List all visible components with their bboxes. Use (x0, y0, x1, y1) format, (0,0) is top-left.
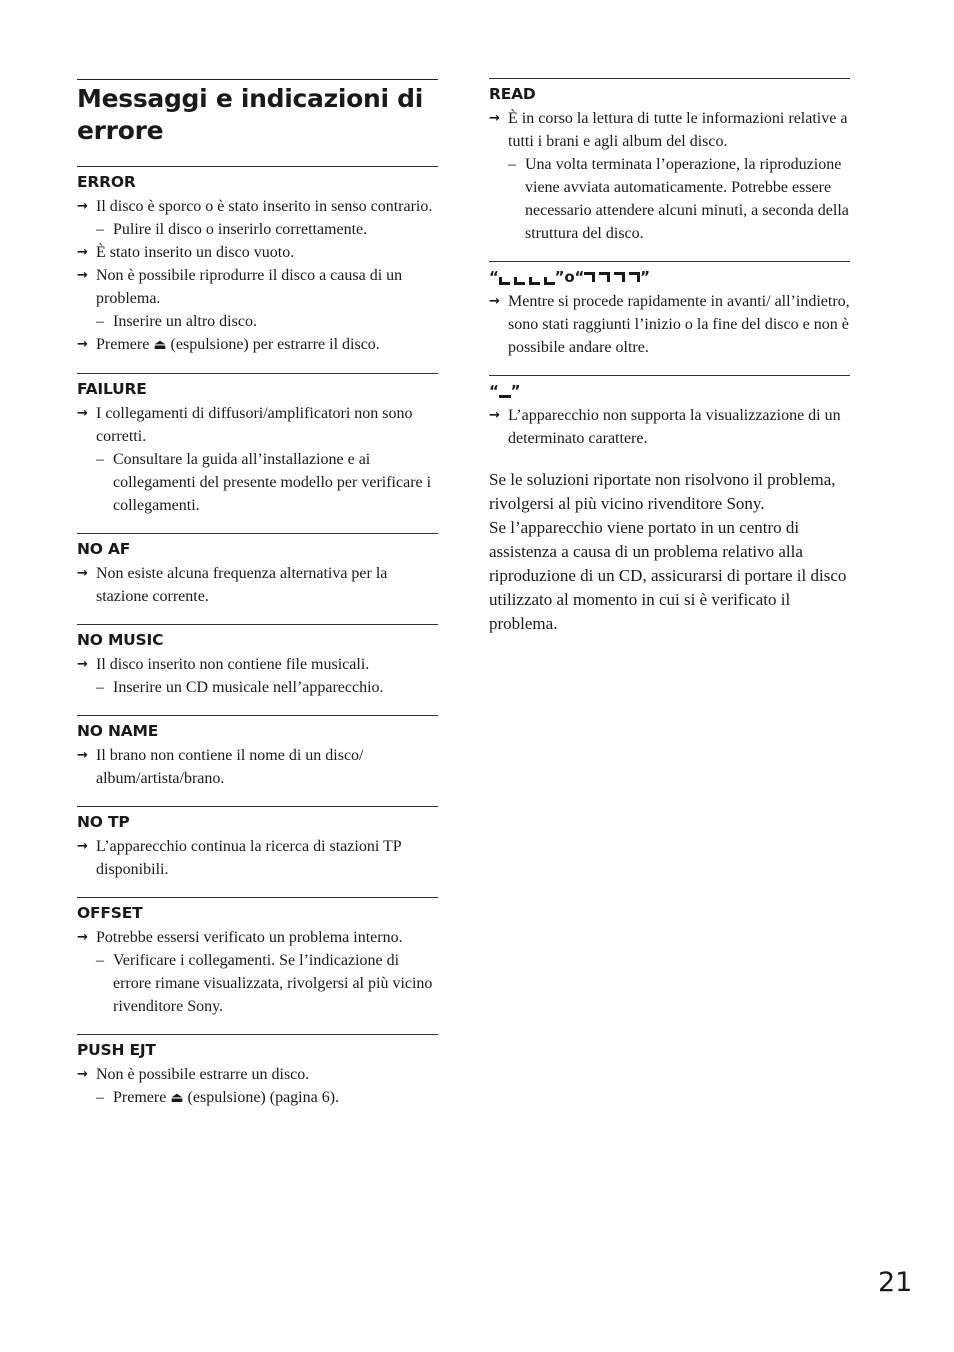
open-quote-mark: “ (574, 268, 585, 286)
item-text: Il disco inserito non contiene file musicali. (96, 656, 370, 673)
segment-glyph-icon (544, 277, 555, 285)
eject-icon: ⏏ (170, 1090, 184, 1106)
arrow-icon: → (77, 337, 88, 352)
message-section (77, 1034, 438, 1110)
remedy-item (77, 1086, 438, 1110)
page-number: 21 (878, 1267, 913, 1298)
display-start-limit-icon (499, 271, 555, 285)
dash-bullet: – (96, 451, 104, 468)
cause-item (77, 195, 438, 218)
item-text: Non è possibile estrarre un disco. (96, 1066, 310, 1083)
item-text-before: Premere (96, 336, 154, 353)
arrow-icon: → (77, 268, 88, 283)
section-title: NO AF (77, 540, 131, 558)
message-section (489, 261, 850, 359)
left-column (77, 166, 438, 1126)
item-text: Potrebbe essersi verificato un problema interno. (96, 929, 403, 946)
eject-icon: ⏏ (153, 337, 167, 353)
arrow-icon: → (77, 245, 88, 260)
remedy-item (77, 949, 438, 1018)
message-section (489, 375, 850, 450)
section-title: PUSH EJT (77, 1041, 156, 1059)
segment-glyph-icon (499, 395, 511, 398)
remedy-item (77, 310, 438, 333)
segment-glyph-icon (499, 277, 510, 285)
remedy-item (77, 218, 438, 241)
message-section (77, 715, 438, 790)
item-text: Consultare la guida all’installazione e ai collegamenti del presente modello per verificare i collegamenti. (113, 451, 432, 514)
cause-item (77, 402, 438, 448)
item-text-after: (espulsione) per estrarre il disco. (166, 336, 380, 353)
item-text: Pulire il disco o inserirlo correttamente. (113, 221, 368, 238)
close-quote-mark: ” (554, 268, 565, 286)
arrow-icon: → (77, 748, 88, 763)
item-text: Non esiste alcuna frequenza alternativa per la stazione corrente. (96, 565, 388, 605)
arrow-icon: → (77, 199, 88, 214)
segment-glyph-icon (529, 277, 540, 285)
display-end-limit-icon (584, 271, 640, 285)
cause-item (77, 333, 438, 357)
dash-bullet: – (96, 1089, 104, 1106)
arrow-icon: → (77, 566, 88, 581)
cause-item (77, 744, 438, 790)
message-section (489, 78, 850, 245)
closing-note (489, 468, 850, 636)
dash-bullet: – (96, 679, 104, 696)
segment-glyph-icon (614, 272, 625, 282)
arrow-icon: → (77, 839, 88, 854)
segment-glyph-icon (599, 272, 610, 282)
message-section (77, 166, 438, 357)
section-title: ERROR (77, 173, 136, 191)
item-text: È in corso la lettura di tutte le informazioni relative a tutti i brani e agli album del disco. (508, 110, 848, 150)
arrow-icon: → (489, 408, 500, 423)
cause-item (489, 404, 850, 450)
arrow-icon: → (77, 657, 88, 672)
title-separator: o (564, 268, 575, 286)
close-quote-mark: ” (640, 268, 650, 286)
cause-item (77, 653, 438, 676)
section-title (489, 262, 850, 286)
item-text: Non è possibile riprodurre il disco a causa di un problema. (96, 267, 403, 307)
arrow-icon: → (77, 930, 88, 945)
closing-paragraph: Se le soluzioni riportate non risolvono il problema, rivolgersi al più vicino rivenditore Sony. (489, 470, 836, 513)
item-text: Verificare i collegamenti. Se l’indicazione di errore rimane visualizzata, rivolgersi al più vicino rivenditore Sony. (113, 952, 433, 1015)
cause-item (77, 241, 438, 264)
item-text: Inserire un altro disco. (113, 313, 257, 330)
item-text: Il brano non contiene il nome di un disco/ album/artista/brano. (96, 747, 364, 787)
arrow-icon: → (77, 1067, 88, 1082)
remedy-item (77, 676, 438, 699)
item-text: I collegamenti di diffusori/amplificatori non sono corretti. (96, 405, 413, 445)
section-title (489, 376, 850, 400)
arrow-icon: → (489, 294, 500, 309)
section-title: NO NAME (77, 722, 159, 740)
message-section (77, 533, 438, 608)
display-underscore-icon (499, 385, 511, 399)
dash-bullet: – (508, 156, 516, 173)
item-text: È stato inserito un disco vuoto. (96, 244, 295, 261)
dash-bullet: – (96, 952, 104, 969)
cause-item (489, 290, 850, 359)
section-title: NO MUSIC (77, 631, 164, 649)
item-text-before: Premere (113, 1089, 171, 1106)
cause-item (77, 562, 438, 608)
section-title: FAILURE (77, 380, 147, 398)
remedy-item (489, 153, 850, 245)
message-section (77, 624, 438, 699)
item-text: Mentre si procede rapidamente in avanti/ all’indietro, sono stati raggiunti l’inizio o la fine del disco e non è possibile andare oltre. (508, 293, 850, 356)
segment-glyph-icon (584, 272, 595, 282)
item-text: L’apparecchio continua la ricerca di stazioni TP disponibili. (96, 838, 402, 878)
open-quote-mark: “ (489, 268, 499, 286)
page-title: Messaggi e indicazioni di errore (77, 79, 438, 147)
close-quote-mark: ” (510, 382, 521, 400)
section-title: NO TP (77, 813, 130, 831)
item-text: Inserire un CD musicale nell’apparecchio. (113, 679, 384, 696)
section-title: OFFSET (77, 904, 143, 922)
item-text: Il disco è sporco o è stato inserito in senso contrario. (96, 198, 433, 215)
segment-glyph-icon (514, 277, 525, 285)
item-text-after: (espulsione) (pagina 6). (183, 1089, 340, 1106)
item-text: L’apparecchio non supporta la visualizzazione di un determinato carattere. (508, 407, 841, 447)
arrow-icon: → (77, 406, 88, 421)
message-section (77, 806, 438, 881)
section-title: READ (489, 85, 536, 103)
message-section (77, 897, 438, 1018)
cause-item (77, 1063, 438, 1086)
remedy-item (77, 448, 438, 517)
dash-bullet: – (96, 313, 104, 330)
message-section (77, 373, 438, 517)
item-text: Una volta terminata l’operazione, la riproduzione viene avviata automaticamente. Potrebbe essere necessario attendere alcuni minuti, a seconda della struttura del disco. (525, 156, 849, 242)
right-column (489, 78, 850, 636)
cause-item (77, 835, 438, 881)
cause-item (489, 107, 850, 153)
open-quote-mark: “ (489, 382, 499, 400)
segment-glyph-icon (629, 272, 640, 282)
cause-item (77, 926, 438, 949)
cause-item (77, 264, 438, 310)
dash-bullet: – (96, 221, 104, 238)
closing-paragraph: Se l’apparecchio viene portato in un centro di assistenza a causa di un problema relativo alla riproduzione di un CD, assicurarsi di portare il disco utilizzato al momento in cui si è verificato il problema. (489, 518, 847, 633)
arrow-icon: → (489, 111, 500, 126)
